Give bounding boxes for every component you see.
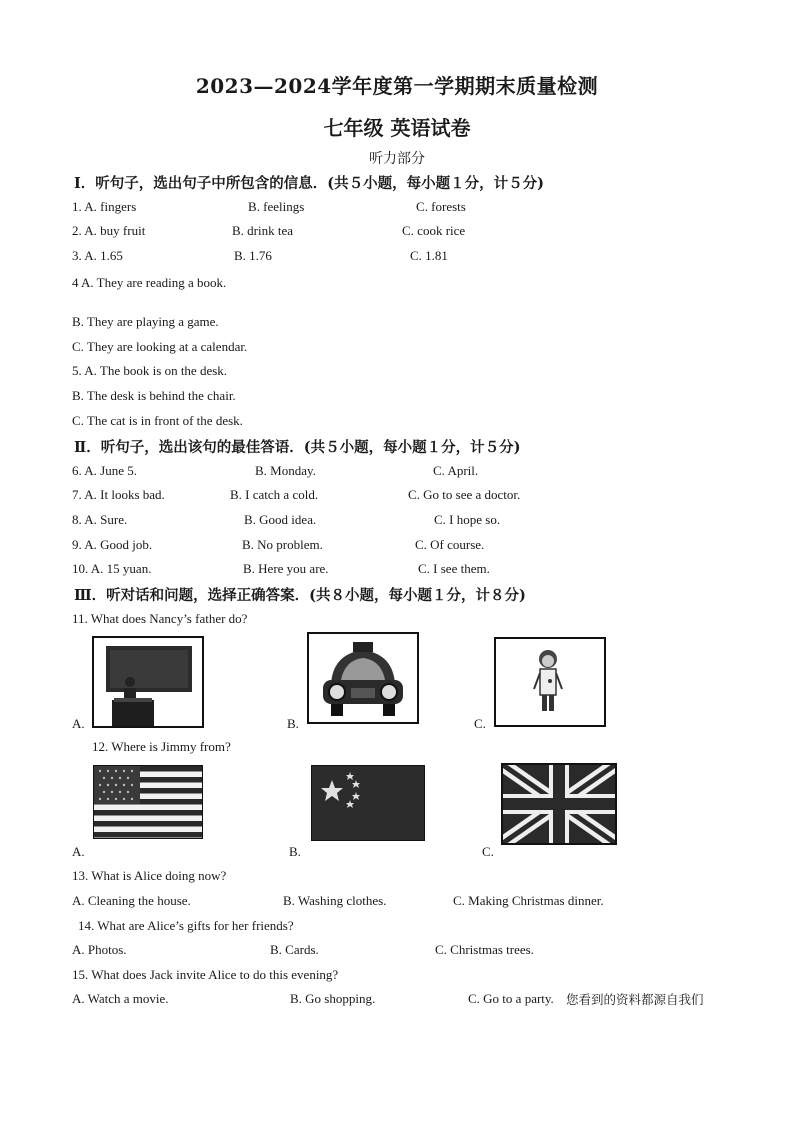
q7-option-c: C. Go to see a doctor. [408,487,521,502]
q15-option-b: B. Go shopping. [290,991,376,1006]
q3-option-c: C. 1.81 [410,248,448,263]
q8-option-c: C. I hope so. [434,512,501,527]
q4-option-b: B. They are playing a game. [72,314,219,329]
source-note: 您看到的资料都源自我们 [566,992,704,1007]
section-3-heading: Ⅲ．听对话和问题，选择正确答案．(共８小题，每小题１分，计８分) [74,587,526,604]
q8-option-a: 8. A. Sure. [72,512,128,527]
q9-option-a: 9. A. Good job. [72,537,153,552]
q10-option-a: 10. A. 15 yuan. [72,561,152,576]
q6-option-a: 6. A. June 5. [72,463,137,478]
q3-option-b: B. 1.76 [234,248,272,263]
q15-option-c: C. Go to a party. [468,991,554,1006]
uk-flag-image [501,763,617,845]
q13-question: 13. What is Alice doing now? [72,868,227,883]
teacher-blackboard-image [92,636,204,728]
q14-question: 14. What are Alice’s gifts for her friends? [78,918,294,933]
q11-question: 11. What does Nancy’s father do? [72,611,248,626]
q5-option-c: C. The cat is in front of the desk. [72,413,243,428]
q6-option-c: C. April. [433,463,479,478]
q15-question: 15. What does Jack invite Alice to do this evening? [72,967,339,982]
q11-label-a: A. [72,716,85,731]
listening-part-label: 听力部分 [369,151,425,167]
exam-title: 2023—2024学年度第一学期期末质量检测 [195,74,599,98]
q15-option-a: A. Watch a movie. [72,991,169,1006]
q13-option-b: B. Washing clothes. [283,893,387,908]
q2-option-b: B. drink tea [232,223,294,238]
q2-option-c: C. cook rice [402,223,466,238]
q10-option-b: B. Here you are. [243,561,329,576]
section-1-heading: Ⅰ．听句子，选出句子中所包含的信息．(共５小题，每小题１分，计５分) [74,175,545,192]
q7-option-a: 7. A. It looks bad. [72,487,165,502]
q1-option-b: B. feelings [248,199,305,214]
q12-question: 12. Where is Jimmy from? [92,739,231,754]
q6-option-b: B. Monday. [255,463,316,478]
q4-option-c: C. They are looking at a calendar. [72,339,248,354]
q7-option-b: B. I catch a cold. [230,487,319,502]
q1-option-a: 1. A. fingers [72,199,137,214]
doctor-image [494,637,606,727]
q8-option-b: B. Good idea. [244,512,317,527]
q5-option-b: B. The desk is behind the chair. [72,388,236,403]
q5-option-a: 5. A. The book is on the desk. [72,363,228,378]
q10-option-c: C. I see them. [418,561,490,576]
q1-option-c: C. forests [416,199,466,214]
q9-option-c: C. Of course. [415,537,485,552]
q14-option-b: B. Cards. [270,942,319,957]
q13-option-a: A. Cleaning the house. [72,893,191,908]
china-flag-image [311,765,425,841]
q12-label-c: C. [482,844,494,859]
q12-label-a: A. [72,844,85,859]
q14-option-a: A. Photos. [72,942,127,957]
q9-option-b: B. No problem. [242,537,323,552]
q4-option-a: 4 A. They are reading a book. [72,275,227,290]
q2-option-a: 2. A. buy fruit [72,223,146,238]
q13-option-c: C. Making Christmas dinner. [453,893,604,908]
q11-label-c: C. [474,716,486,731]
section-2-heading: Ⅱ．听句子，选出该句的最佳答语．(共５小题，每小题１分，计５分) [74,439,521,456]
exam-subtitle: 七年级 英语试卷 [323,116,471,140]
taxi-car-image [307,632,419,724]
usa-flag-image [93,765,203,839]
q12-label-b: B. [289,844,301,859]
q3-option-a: 3. A. 1.65 [72,248,123,263]
q11-label-b: B. [287,716,299,731]
q14-option-c: C. Christmas trees. [435,942,534,957]
